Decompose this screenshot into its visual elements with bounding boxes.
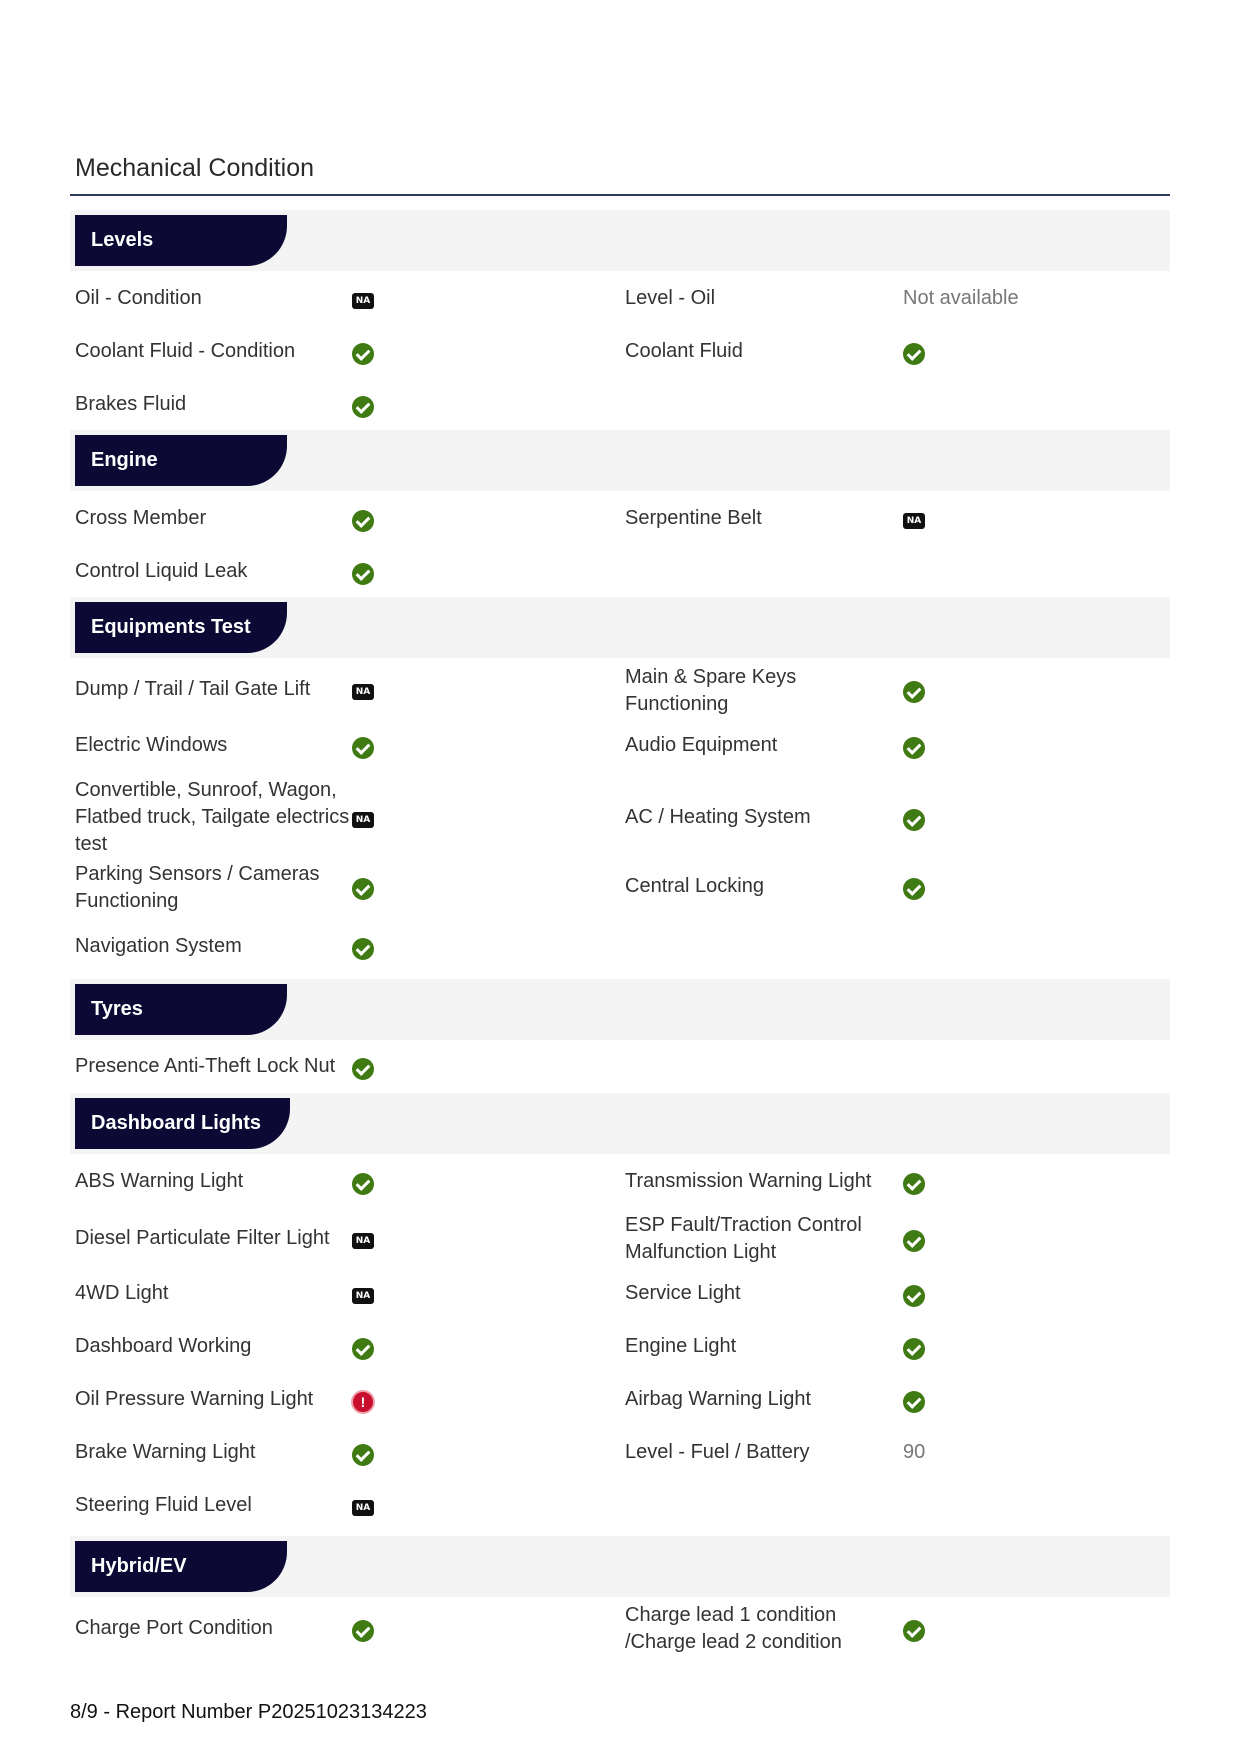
na-icon: NA bbox=[352, 293, 374, 309]
section-tab-engine: Engine bbox=[75, 435, 287, 486]
item-label: Service Light bbox=[625, 1282, 741, 1304]
na-icon: NA bbox=[352, 684, 374, 700]
section-header bbox=[70, 979, 1170, 1040]
table-row bbox=[70, 771, 1170, 861]
item-label: 4WD Light bbox=[75, 1282, 169, 1304]
table-row bbox=[70, 1270, 1170, 1323]
item-label: Dashboard Working bbox=[75, 1335, 252, 1357]
check-icon bbox=[352, 1173, 374, 1195]
table-row bbox=[70, 1323, 1170, 1376]
item-label: Engine Light bbox=[625, 1335, 737, 1357]
section-tab-hybrid: Hybrid/EV bbox=[75, 1541, 287, 1592]
na-icon: NA bbox=[352, 1288, 374, 1304]
section-header bbox=[70, 210, 1170, 271]
check-icon bbox=[903, 681, 925, 703]
check-icon bbox=[903, 1173, 925, 1195]
item-label: Charge lead 1 condition /Charge lead 2 condition bbox=[625, 1604, 842, 1653]
na-icon: NA bbox=[903, 513, 925, 529]
item-label: Oil - Condition bbox=[75, 287, 202, 309]
page-title: Mechanical Condition bbox=[75, 154, 315, 182]
check-icon bbox=[352, 396, 374, 418]
na-icon: NA bbox=[352, 1233, 374, 1249]
item-label: Convertible, Sunroof, Wagon, Flatbed truck, Tailgate electrics test bbox=[75, 779, 350, 855]
item-label: Brakes Fluid bbox=[75, 393, 187, 415]
check-icon bbox=[352, 1338, 374, 1360]
section-equipments bbox=[70, 597, 1170, 974]
item-label: Central Locking bbox=[625, 875, 764, 897]
na-icon: NA bbox=[352, 1500, 374, 1516]
check-icon bbox=[903, 878, 925, 900]
table-row bbox=[70, 324, 1170, 377]
table-row bbox=[70, 861, 1170, 919]
section-header bbox=[70, 1536, 1170, 1597]
page-footer: 8/9 - Report Number P20251023134223 bbox=[70, 1701, 427, 1723]
item-label: Level - Fuel / Battery bbox=[625, 1441, 810, 1463]
table-row bbox=[70, 658, 1170, 728]
item-label: Presence Anti-Theft Lock Nut bbox=[75, 1055, 336, 1077]
item-label: Charge Port Condition bbox=[75, 1617, 273, 1639]
section-tab-equipments: Equipments Test bbox=[75, 602, 287, 653]
section-levels bbox=[70, 210, 1170, 430]
table-row bbox=[70, 491, 1170, 544]
section-tab-levels: Levels bbox=[75, 215, 287, 266]
check-icon bbox=[903, 1230, 925, 1252]
item-label: Parking Sensors / Cameras Functioning bbox=[75, 863, 320, 912]
table-row bbox=[70, 377, 1170, 430]
table-row bbox=[70, 1482, 1170, 1537]
item-label: Cross Member bbox=[75, 507, 207, 529]
item-label: Audio Equipment bbox=[625, 734, 778, 756]
check-icon bbox=[903, 809, 925, 831]
check-icon bbox=[352, 1620, 374, 1642]
item-label: Navigation System bbox=[75, 935, 242, 957]
check-icon bbox=[903, 1620, 925, 1642]
table-row bbox=[70, 919, 1170, 974]
check-icon bbox=[352, 737, 374, 759]
na-icon: NA bbox=[352, 812, 374, 828]
check-icon bbox=[903, 1391, 925, 1413]
item-label: ABS Warning Light bbox=[75, 1170, 244, 1192]
check-icon bbox=[352, 1444, 374, 1466]
table-row bbox=[70, 1040, 1170, 1093]
section-header bbox=[70, 597, 1170, 658]
title-divider bbox=[70, 194, 1170, 196]
item-label: Electric Windows bbox=[75, 734, 228, 756]
item-label: Serpentine Belt bbox=[625, 507, 762, 529]
check-icon bbox=[352, 563, 374, 585]
item-value: 90 bbox=[903, 1441, 926, 1463]
section-dashboard bbox=[70, 1093, 1170, 1537]
check-icon bbox=[352, 343, 374, 365]
table-row bbox=[70, 1376, 1170, 1429]
item-label: Control Liquid Leak bbox=[75, 560, 248, 582]
section-engine bbox=[70, 430, 1170, 597]
item-label: Coolant Fluid bbox=[625, 340, 743, 362]
table-row bbox=[70, 544, 1170, 597]
check-icon bbox=[352, 938, 374, 960]
item-label: Steering Fluid Level bbox=[75, 1494, 252, 1516]
check-icon bbox=[352, 878, 374, 900]
item-label: ESP Fault/Traction Control Malfunction Light bbox=[625, 1214, 862, 1263]
check-icon bbox=[903, 737, 925, 759]
section-tab-tyres: Tyres bbox=[75, 984, 287, 1035]
check-icon bbox=[903, 1338, 925, 1360]
item-label: Diesel Particulate Filter Light bbox=[75, 1227, 330, 1249]
item-label: Brake Warning Light bbox=[75, 1441, 256, 1463]
item-label: Oil Pressure Warning Light bbox=[75, 1388, 314, 1410]
item-label: Airbag Warning Light bbox=[625, 1388, 812, 1410]
check-icon bbox=[903, 343, 925, 365]
check-icon bbox=[903, 1285, 925, 1307]
item-label: Main & Spare Keys Functioning bbox=[625, 666, 797, 715]
check-icon bbox=[352, 510, 374, 532]
item-label: Level - Oil bbox=[625, 287, 716, 309]
table-row bbox=[70, 1207, 1170, 1270]
item-label: Dump / Trail / Tail Gate Lift bbox=[75, 678, 311, 700]
table-row bbox=[70, 1597, 1170, 1665]
section-hybrid bbox=[70, 1536, 1170, 1665]
warning-icon: ! bbox=[351, 1390, 375, 1414]
table-row bbox=[70, 1154, 1170, 1207]
table-row bbox=[70, 728, 1170, 771]
section-header bbox=[70, 1093, 1170, 1154]
table-row bbox=[70, 271, 1170, 324]
item-value: Not available bbox=[903, 287, 1019, 309]
item-label: AC / Heating System bbox=[625, 806, 811, 828]
section-header bbox=[70, 430, 1170, 491]
section-tab-dashboard: Dashboard Lights bbox=[75, 1098, 290, 1149]
check-icon bbox=[352, 1058, 374, 1080]
table-row bbox=[70, 1429, 1170, 1482]
item-label: Transmission Warning Light bbox=[625, 1170, 872, 1192]
section-tyres bbox=[70, 979, 1170, 1093]
item-label: Coolant Fluid - Condition bbox=[75, 340, 296, 362]
